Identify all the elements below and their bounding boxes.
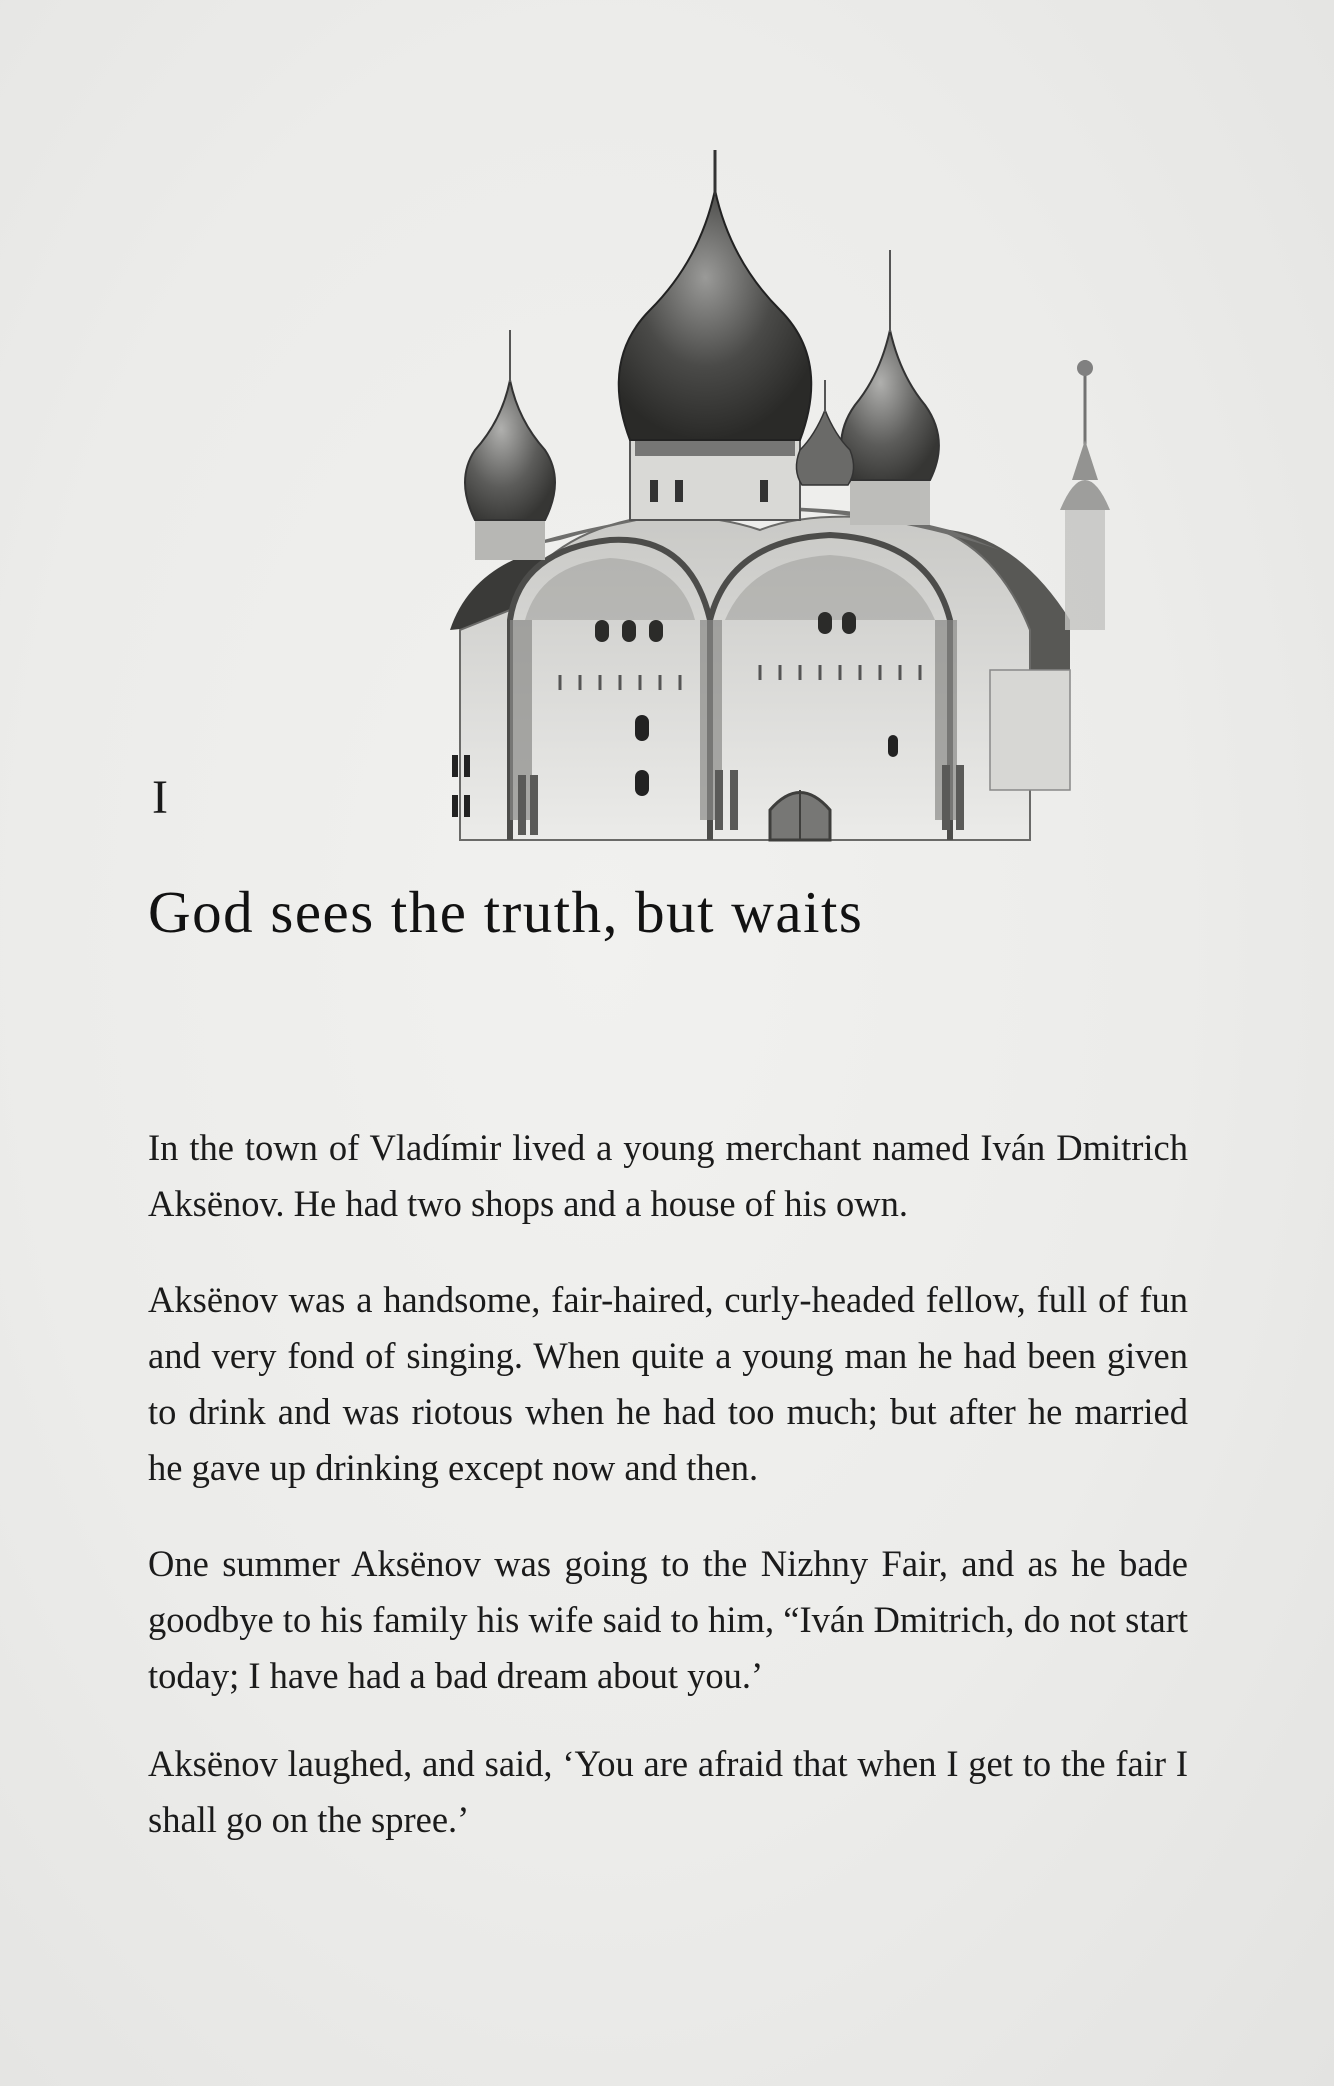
paragraph: Aksënov was a handsome, fair-haired, curly-headed fellow, full of fun and very fond of singing. When quite a young man he had been given to drink and was riotous when he had too much; but after he married he gave up drinking except now and then. [148, 1279, 1188, 1488]
paragraph: In the town of Vladímir lived a young merchant named Iván Dmitrich Aksënov. He had two shops and a house of his own. [148, 1127, 1188, 1224]
church-illustration [430, 150, 1150, 870]
paragraph: One summer Aksënov was going to the Nizhny Fair, and as he bade goodbye to his family his wife said to him, “Iván Dmitrich, do not start today; I have had a bad dream about you.’ [148, 1543, 1188, 1696]
story-body [148, 1120, 1188, 1888]
chapter-number: I [152, 771, 168, 824]
chapter-title: God sees the truth, but waits [148, 879, 864, 945]
paragraph: Aksënov laughed, and said, ‘You are afraid that when I get to the fair I shall go on the spree.’ [148, 1743, 1188, 1840]
